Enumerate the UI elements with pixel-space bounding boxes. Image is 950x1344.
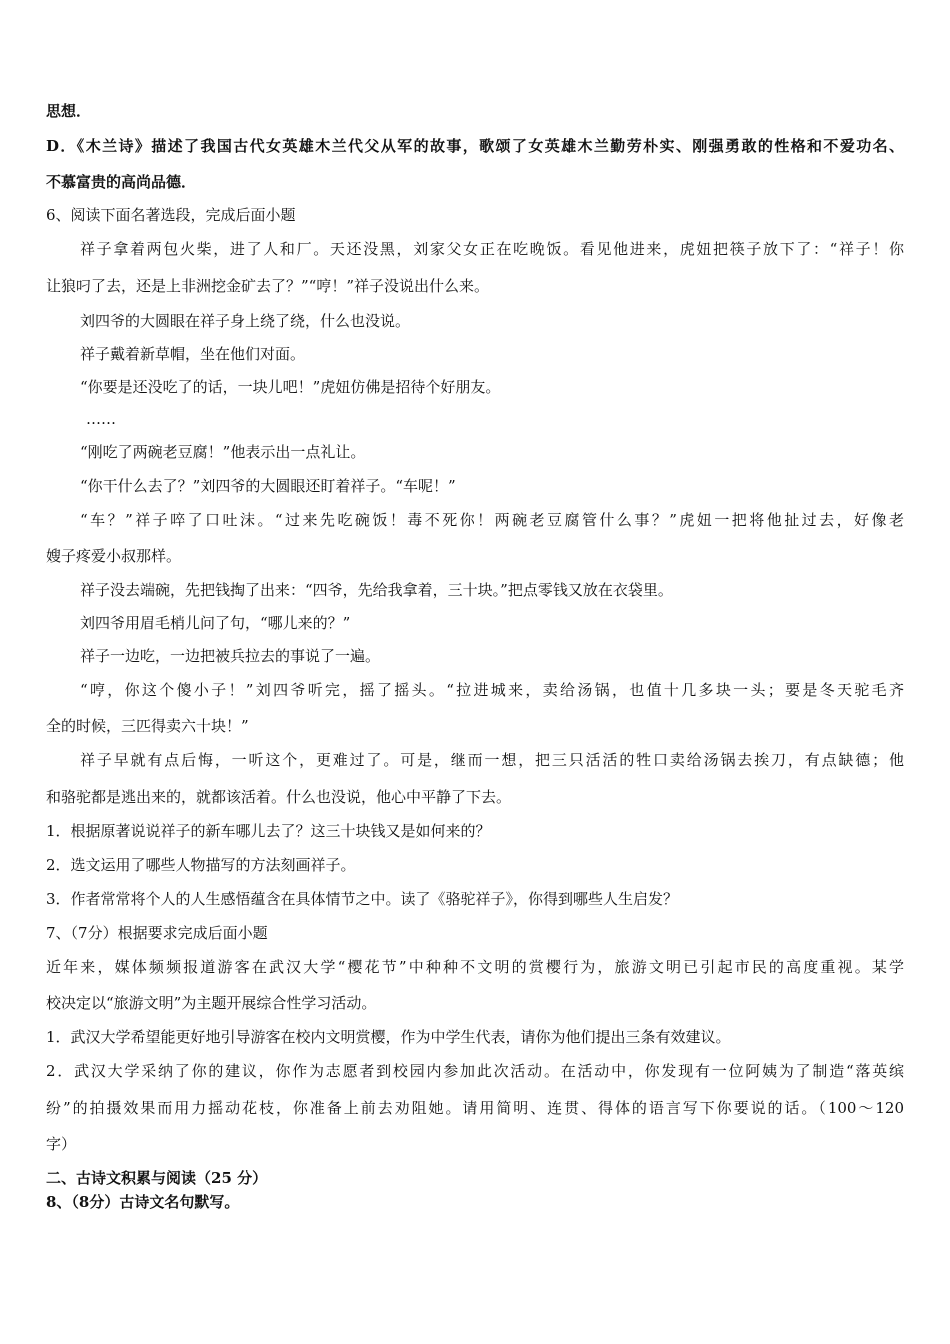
passage-line: 和骆驼都是逃出来的，就都该活着。什么也没说，他心中平静了下去。 bbox=[46, 788, 512, 806]
passage-line: 让狼叼了去，还是上非洲挖金矿去了？”“哼！”祥子没说出什么来。 bbox=[46, 277, 490, 295]
section-2-heading: 二、古诗文积累与阅读（25 分） bbox=[46, 1169, 268, 1187]
question-7-2-cont: 字） bbox=[46, 1135, 77, 1153]
passage-line: 嫂子疼爱小叔那样。 bbox=[46, 547, 182, 565]
passage-line: “你要是还没吃了的话，一块儿吧！”虎妞仿佛是招待个好朋友。 bbox=[80, 378, 501, 396]
passage-line: “车？”祥子啐了口吐沫。“过来先吃碗饭！毒不死你！两碗老豆腐管什么事？”虎妞一把将他扯过去，好像老 bbox=[80, 511, 904, 529]
passage-line: 祥子没去端碗，先把钱掏了出来：“四爷，先给我拿着，三十块。”把点零钱又放在衣袋里。 bbox=[80, 581, 673, 599]
question-6-heading: 6、阅读下面名著选段，完成后面小题 bbox=[46, 206, 296, 224]
passage-line: 刘四爷的大圆眼在祥子身上绕了绕，什么也没说。 bbox=[80, 312, 411, 330]
passage-line: 祥子拿着两包火柴，进了人和厂。天还没黑，刘家父女正在吃晚饭。看见他进来，虎妞把筷子放下了：“祥子！你 bbox=[80, 240, 904, 258]
passage-line: 祥子一边吃，一边把被兵拉去的事说了一遍。 bbox=[80, 647, 381, 665]
question-7-1: 1．武汉大学希望能更好地引导游客在校内文明赏樱，作为中学生代表，请你为他们提出三条有效建议。 bbox=[46, 1028, 731, 1046]
passage-line: 全的时候，三匹得卖六十块！” bbox=[46, 717, 249, 735]
option-d-line: D．《木兰诗》描述了我国古代女英雄木兰代父从军的故事，歌颂了女英雄木兰勤劳朴实、刚强勇敢的性格和不爱功名、 bbox=[46, 137, 904, 155]
text-line: 不慕富贵的高尚品德． bbox=[46, 173, 197, 191]
question-8-heading: 8、（8分）古诗文名句默写。 bbox=[46, 1193, 240, 1211]
passage-line: “刚吃了两碗老豆腐！”他表示出一点礼让。 bbox=[80, 443, 366, 461]
text-line: 思想． bbox=[46, 102, 92, 120]
passage-line: “你干什么去了？”刘四爷的大圆眼还盯着祥子。“车呢！” bbox=[80, 477, 456, 495]
passage-line: 刘四爷用眉毛梢儿问了句，“哪儿来的？” bbox=[80, 614, 351, 632]
question-7-heading: 7、（7分）根据要求完成后面小题 bbox=[46, 924, 268, 942]
ellipsis-line: …… bbox=[86, 410, 116, 428]
passage-line: 祥子戴着新草帽，坐在他们对面。 bbox=[80, 345, 306, 363]
question-7-2: 2．武汉大学采纳了你的建议，你作为志愿者到校园内参加此次活动。在活动中，你发现有一位阿姨为了制造“落英缤 bbox=[46, 1062, 904, 1080]
question-6-3: 3．作者常常将个人的人生感悟蕴含在具体情节之中。读了《骆驼祥子》，你得到哪些人生启发？ bbox=[46, 890, 679, 908]
material-line: 近年来，媒体频频报道游客在武汉大学“樱花节”中种种不文明的赏樱行为，旅游文明已引起市民的高度重视。某学 bbox=[46, 958, 904, 976]
question-6-1: 1．根据原著说说祥子的新车哪儿去了？这三十块钱又是如何来的？ bbox=[46, 822, 491, 840]
passage-line: 祥子早就有点后悔，一听这个，更难过了。可是，继而一想，把三只活活的牲口卖给汤锅去挨刀，有点缺德；他 bbox=[80, 751, 904, 769]
question-7-2-cont: 纷”的拍摄效果而用力摇动花枝，你准备上前去劝阻她。请用简明、连贯、得体的语言写下你要说的话。（100～120 bbox=[46, 1099, 904, 1117]
question-6-2: 2．选文运用了哪些人物描写的方法刻画祥子。 bbox=[46, 856, 356, 874]
material-line: 校决定以“旅游文明”为主题开展综合性学习活动。 bbox=[46, 994, 377, 1012]
passage-line: “哼，你这个傻小子！”刘四爷听完，摇了摇头。“拉进城来，卖给汤锅，也值十几多块一头；要是冬天驼毛齐 bbox=[80, 681, 904, 699]
